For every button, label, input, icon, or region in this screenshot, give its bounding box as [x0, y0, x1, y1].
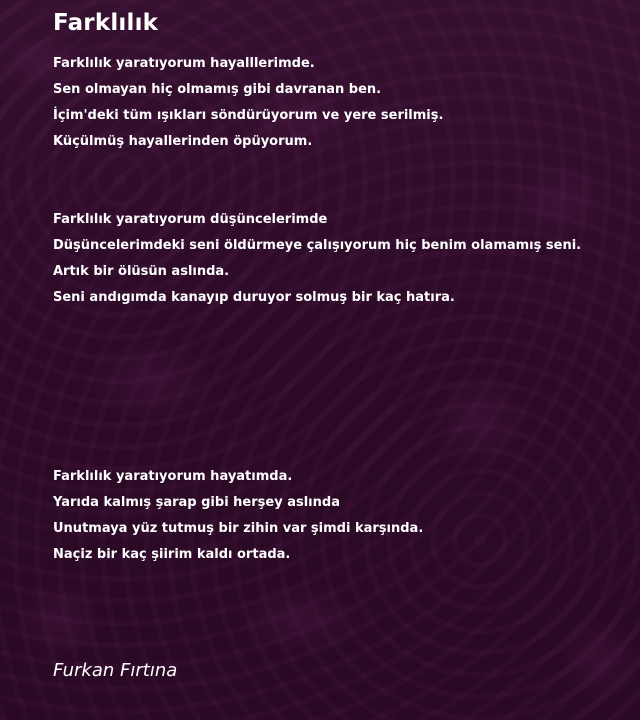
poem-title: Farklılık: [53, 10, 159, 36]
stanza: [53, 207, 581, 311]
poem-line: İçim'deki tüm ışıkları söndürüyorum ve yere serilmiş.: [53, 108, 444, 123]
poem-line: Düşüncelerimdeki seni öldürmeye çalışıyorum hiç benim olamamış seni.: [53, 238, 582, 253]
poem-author: Furkan Fırtına: [53, 660, 178, 681]
poem-line: Yarıda kalmış şarap gibi herşey aslında: [53, 495, 340, 510]
poem-line: Farklılık yaratıyorum düşüncelerimde: [53, 212, 328, 227]
poem-line: Sen olmayan hiç olmamış gibi davranan ben.: [53, 82, 382, 97]
stanza: [53, 464, 423, 568]
poem-line: Farklılık yaratıyorum hayalllerimde.: [53, 56, 315, 71]
poem-line: Naçiz bir kaç şiirim kaldı ortada.: [53, 547, 291, 562]
poem-line: Farklılık yaratıyorum hayatımda.: [53, 469, 293, 484]
poem-line: Unutmaya yüz tutmuş bir zihin var şimdi karşında.: [53, 521, 424, 536]
poem-line: Artık bir ölüsün aslında.: [53, 264, 230, 279]
stanza: [53, 51, 443, 155]
poem-line: Seni andıgımda kanayıp duruyor solmuş bir kaç hatıra.: [53, 290, 455, 305]
poem-line: Küçülmüş hayallerinden öpüyorum.: [53, 134, 313, 149]
